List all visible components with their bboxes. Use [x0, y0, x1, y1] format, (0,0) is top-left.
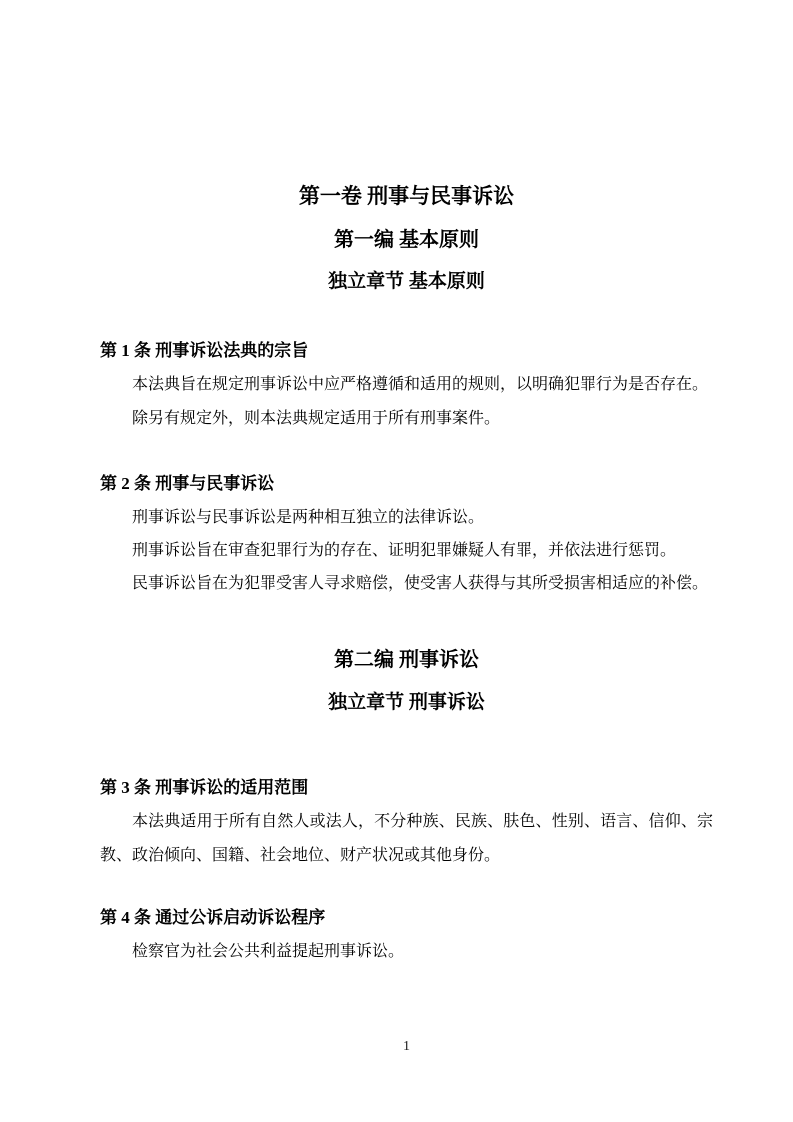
article-1-heading: 第 1 条 刑事诉讼法典的宗旨 — [100, 341, 309, 360]
article-1-paragraph: 本法典旨在规定刑事诉讼中应严格遵循和适用的规则，以明确犯罪行为是否存在。 — [132, 376, 709, 393]
article-2-paragraph: 刑事诉讼与民事诉讼是两种相互独立的法律诉讼。 — [132, 509, 485, 526]
page-number: 1 — [403, 1039, 410, 1054]
part-1-chapter-heading: 独立章节 基本原则 — [328, 271, 485, 292]
article-2-paragraph: 民事诉讼旨在为犯罪受害人寻求赔偿，使受害人获得与其所受损害相适应的补偿。 — [132, 575, 709, 592]
article-1-paragraph: 除另有规定外，则本法典规定适用于所有刑事案件。 — [132, 410, 501, 427]
part-2-heading: 第二编 刑事诉讼 — [334, 649, 479, 671]
article-4-paragraph: 检察官为社会公共利益提起刑事诉讼。 — [132, 943, 405, 960]
article-3-paragraph: 本法典适用于所有自然人或法人，不分种族、民族、肤色、性别、语言、信仰、宗教、政治倾向、国籍、社会地位、财产状况或其他身份。 — [100, 813, 713, 864]
article-2-paragraph: 刑事诉讼旨在审查犯罪行为的存在、证明犯罪嫌疑人有罪，并依法进行惩罚。 — [132, 542, 677, 559]
article-2-heading: 第 2 条 刑事与民事诉讼 — [100, 474, 275, 493]
part-1-heading: 第一编 基本原则 — [334, 229, 479, 251]
part-2-chapter-heading: 独立章节 刑事诉讼 — [328, 692, 485, 713]
article-4-heading: 第 4 条 通过公诉启动诉讼程序 — [100, 908, 326, 927]
volume-heading: 第一卷 刑事与民事诉讼 — [298, 184, 515, 208]
article-3-heading: 第 3 条 刑事诉讼的适用范围 — [100, 778, 309, 797]
